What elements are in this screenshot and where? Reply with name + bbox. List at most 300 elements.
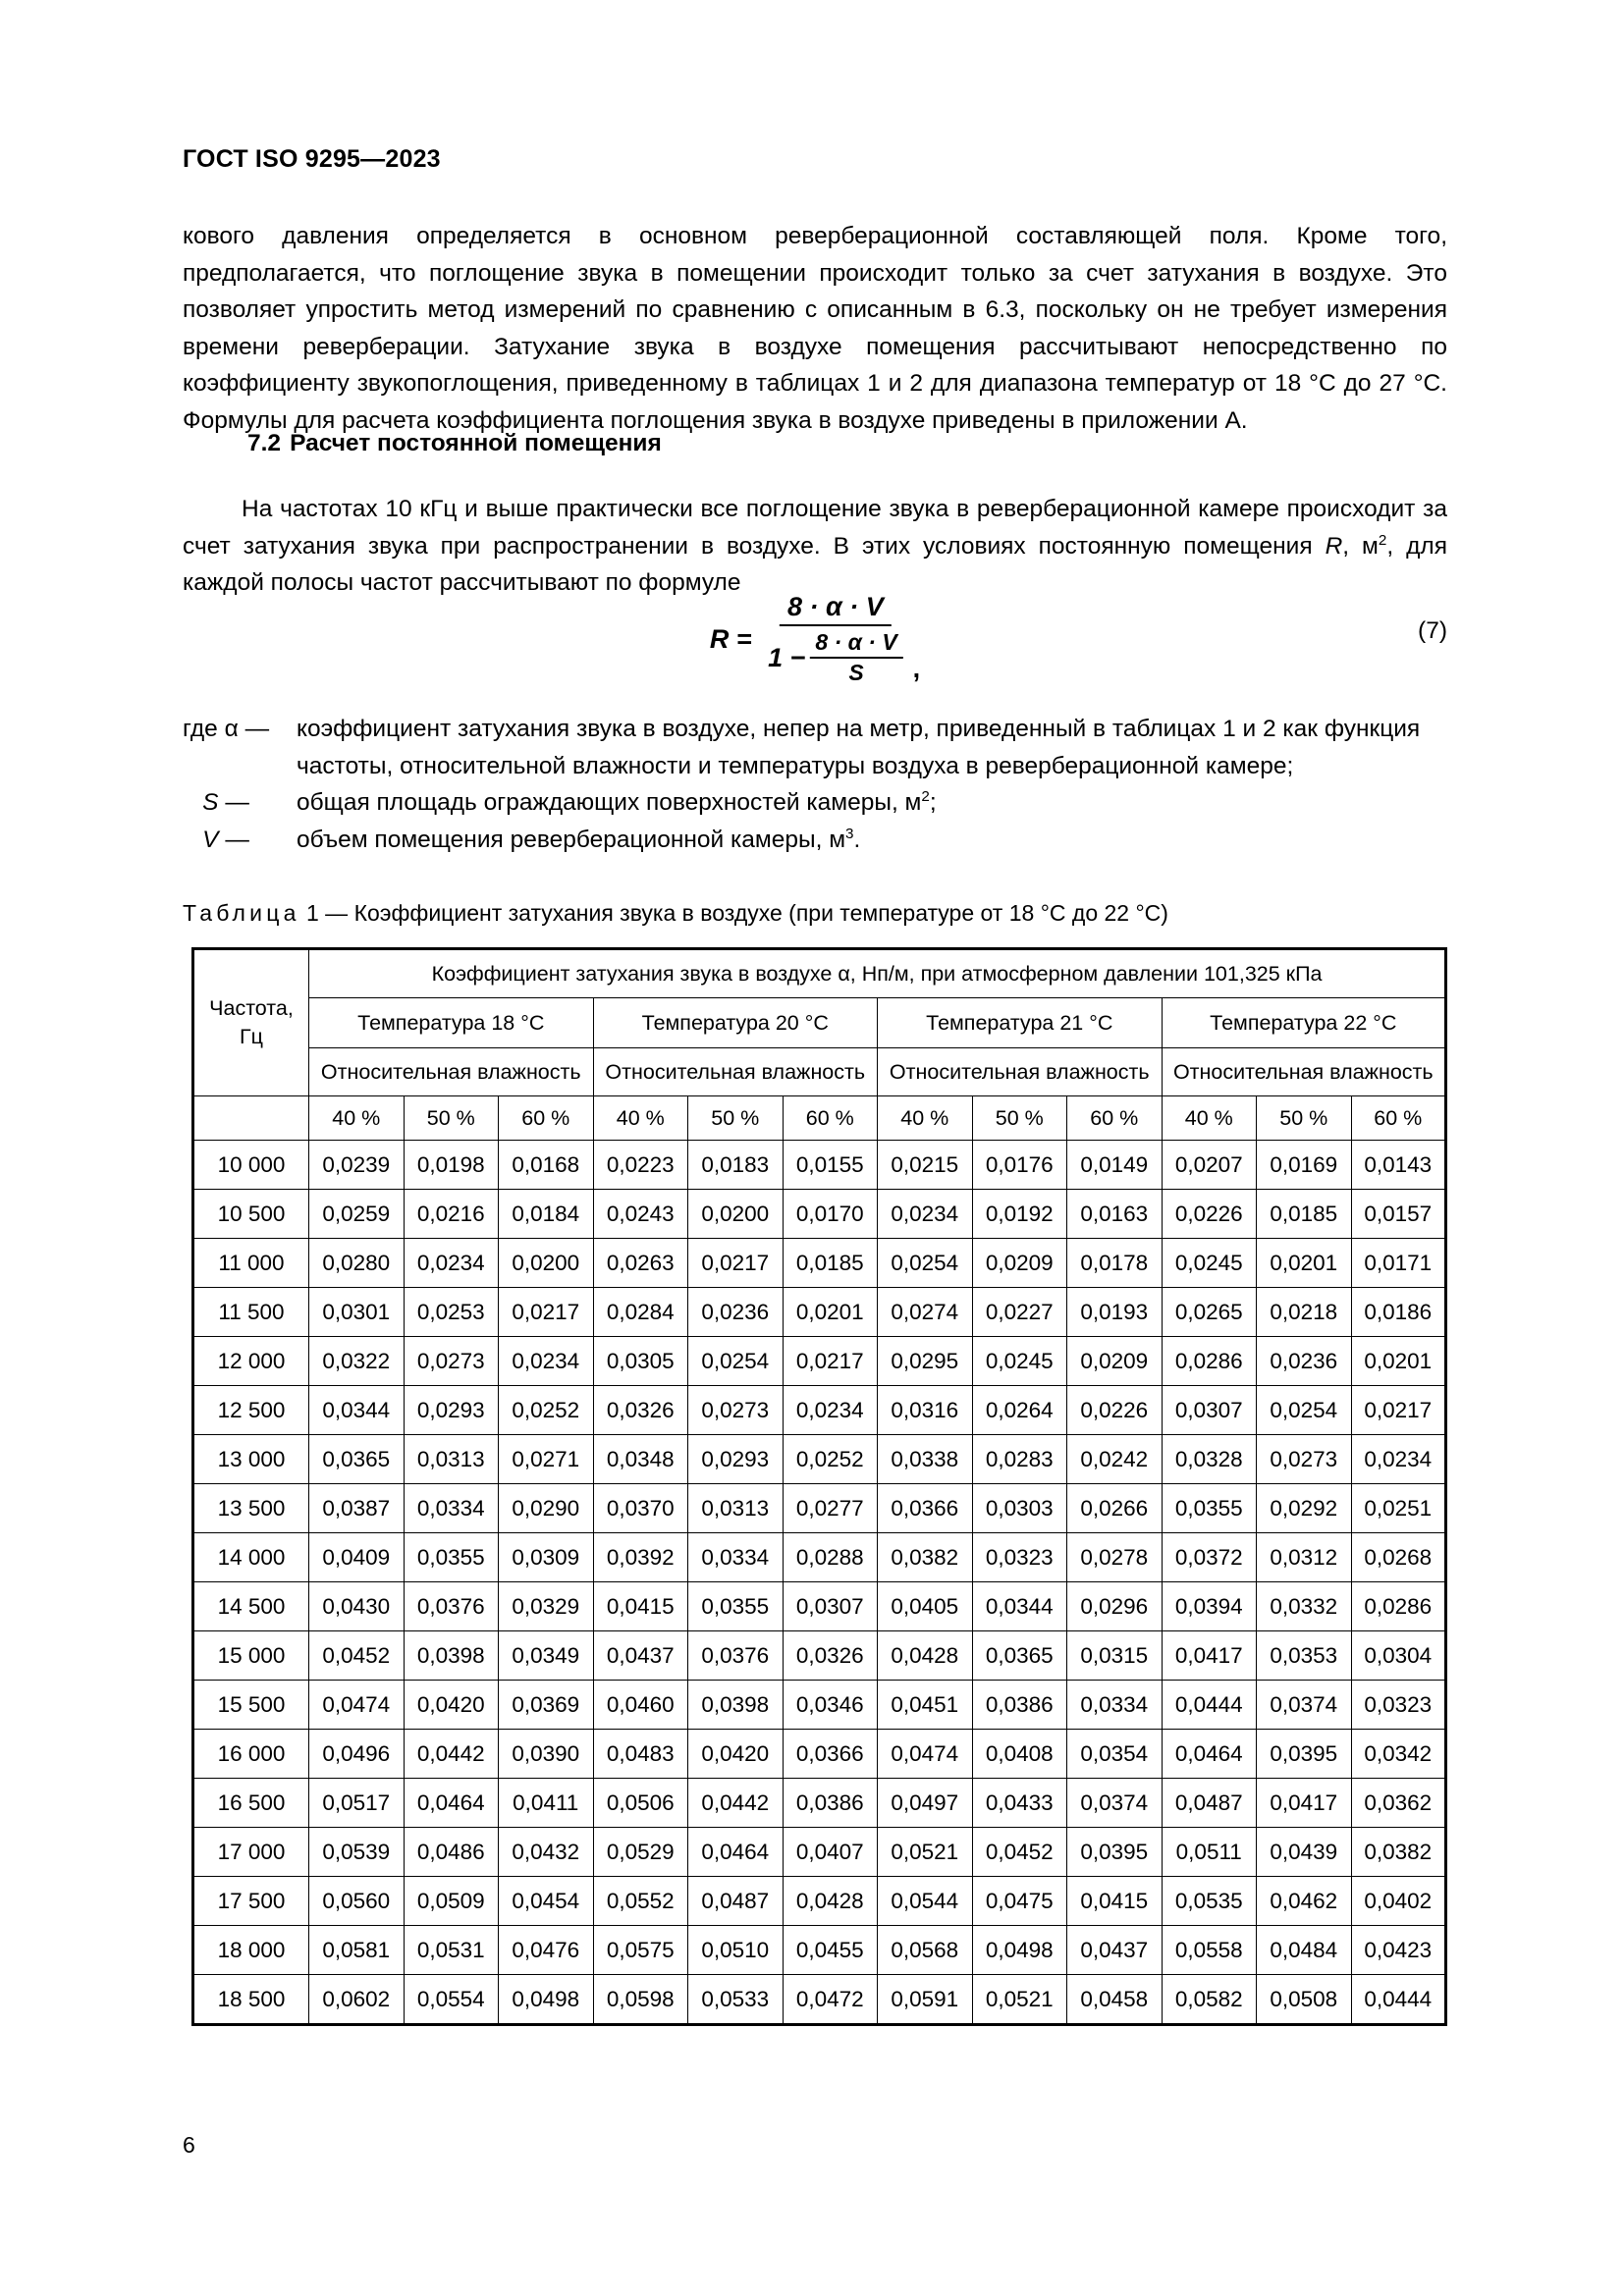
- paragraph-second-part2: , м: [1342, 532, 1379, 560]
- table-cell-value: 0,0227: [972, 1288, 1067, 1337]
- table-cell-value: 0,0307: [783, 1582, 878, 1631]
- table-cell-value: 0,0474: [309, 1681, 405, 1730]
- table-cell-frequency: 17 000: [193, 1828, 309, 1877]
- table-row: [193, 1975, 1446, 2025]
- table-row: [193, 1828, 1446, 1877]
- table-cell-value: 0,0386: [972, 1681, 1067, 1730]
- table-header-percent-0-40: 40 %: [309, 1096, 405, 1141]
- table-cell-value: 0,0511: [1162, 1828, 1257, 1877]
- table-cell-value: 0,0293: [688, 1435, 784, 1484]
- table-cell-value: 0,0223: [593, 1141, 688, 1190]
- table-caption-word: Таблица: [183, 900, 300, 926]
- formula-number: (7): [1418, 617, 1447, 644]
- table-cell-value: 0,0316: [878, 1386, 973, 1435]
- where-lead-s: [183, 784, 297, 822]
- table-cell-frequency: 15 000: [193, 1631, 309, 1681]
- table-cell-value: 0,0266: [1067, 1484, 1163, 1533]
- table-cell-value: 0,0243: [593, 1190, 688, 1239]
- table-row: [193, 1386, 1446, 1435]
- table-cell-value: 0,0301: [309, 1288, 405, 1337]
- table-cell-value: 0,0428: [878, 1631, 973, 1681]
- table-cell-value: 0,0344: [972, 1582, 1067, 1631]
- table-header-row-title: [193, 949, 1446, 998]
- table-cell-value: 0,0170: [783, 1190, 878, 1239]
- formula-row: [183, 592, 1447, 685]
- table-cell-value: 0,0252: [499, 1386, 594, 1435]
- table-cell-value: 0,0575: [593, 1926, 688, 1975]
- table-cell-value: 0,0452: [309, 1631, 405, 1681]
- table-cell-value: 0,0305: [593, 1337, 688, 1386]
- table-header-temp-1: Температура 20 °C: [593, 998, 878, 1048]
- table-cell-value: 0,0483: [593, 1730, 688, 1779]
- table-caption-dash: —: [325, 900, 349, 926]
- table-cell-value: 0,0420: [404, 1681, 499, 1730]
- table-cell-value: 0,0487: [1162, 1779, 1257, 1828]
- table-cell-value: 0,0539: [309, 1828, 405, 1877]
- table-cell-value: 0,0334: [1067, 1681, 1163, 1730]
- table-cell-value: 0,0430: [309, 1582, 405, 1631]
- table-cell-value: 0,0280: [309, 1239, 405, 1288]
- table-row: [193, 1337, 1446, 1386]
- table-cell-value: 0,0369: [499, 1681, 594, 1730]
- table-cell-value: 0,0374: [1067, 1779, 1163, 1828]
- formula-fraction: [760, 592, 911, 686]
- where-text-s: [297, 784, 1447, 822]
- formula-inner-numerator: 8 · α · V: [809, 629, 902, 659]
- table-cell-frequency: 14 000: [193, 1533, 309, 1582]
- table-cell-value: 0,0382: [878, 1533, 973, 1582]
- table-cell-value: 0,0544: [878, 1877, 973, 1926]
- table-cell-value: 0,0423: [1351, 1926, 1446, 1975]
- table-cell-value: 0,0209: [972, 1239, 1067, 1288]
- table-cell-value: 0,0283: [972, 1435, 1067, 1484]
- formula-7: [710, 592, 920, 686]
- table-row: [193, 1779, 1446, 1828]
- table-cell-value: 0,0263: [593, 1239, 688, 1288]
- table-cell-value: 0,0163: [1067, 1190, 1163, 1239]
- table-cell-value: 0,0273: [688, 1386, 784, 1435]
- table-cell-value: 0,0591: [878, 1975, 973, 2025]
- table-cell-value: 0,0236: [688, 1288, 784, 1337]
- formula-lhs: R: [709, 623, 730, 654]
- table-cell-value: 0,0313: [688, 1484, 784, 1533]
- table-cell-value: 0,0497: [878, 1779, 973, 1828]
- table-cell-value: 0,0322: [309, 1337, 405, 1386]
- table-header-percent-0-50: 50 %: [404, 1096, 499, 1141]
- where-sup-v: 3: [845, 825, 854, 842]
- table-cell-value: 0,0215: [878, 1141, 973, 1190]
- table-cell-value: 0,0365: [972, 1631, 1067, 1681]
- table-header-percent-1-60: 60 %: [783, 1096, 878, 1141]
- table-header-percent-3-60: 60 %: [1351, 1096, 1446, 1141]
- table-cell-value: 0,0408: [972, 1730, 1067, 1779]
- table-cell-value: 0,0252: [783, 1435, 878, 1484]
- table-cell-value: 0,0286: [1351, 1582, 1446, 1631]
- paragraph-second-symbol: R: [1325, 532, 1343, 560]
- frequency-label-line2: Гц: [240, 1025, 263, 1048]
- table-cell-value: 0,0355: [404, 1533, 499, 1582]
- table-cell-value: 0,0521: [972, 1975, 1067, 2025]
- section-title: Расчет постоянной помещения: [290, 430, 662, 456]
- table-cell-value: 0,0334: [688, 1533, 784, 1582]
- table-cell-value: 0,0398: [404, 1631, 499, 1681]
- table-cell-value: 0,0245: [1162, 1239, 1257, 1288]
- table-cell-value: 0,0442: [404, 1730, 499, 1779]
- table-cell-value: 0,0217: [499, 1288, 594, 1337]
- table-cell-value: 0,0407: [783, 1828, 878, 1877]
- paragraph-second-superscript: 2: [1378, 531, 1387, 549]
- table-cell-value: 0,0552: [593, 1877, 688, 1926]
- table-cell-frequency: 14 500: [193, 1582, 309, 1631]
- table-cell-value: 0,0284: [593, 1288, 688, 1337]
- where-lead-v: [183, 822, 297, 859]
- table-cell-value: 0,0176: [972, 1141, 1067, 1190]
- table-cell-frequency: 16 500: [193, 1779, 309, 1828]
- where-row-alpha: [183, 711, 1447, 784]
- table-cell-value: 0,0216: [404, 1190, 499, 1239]
- formula-inner-fraction: [809, 629, 902, 686]
- formula-trailing-comma: ,: [912, 654, 921, 683]
- table-cell-value: 0,0531: [404, 1926, 499, 1975]
- table-header-percent-3-40: 40 %: [1162, 1096, 1257, 1141]
- where-text-s-after: ;: [929, 789, 937, 816]
- table-cell-value: 0,0245: [972, 1337, 1067, 1386]
- table-cell-value: 0,0185: [1257, 1190, 1352, 1239]
- page-number: 6: [183, 2132, 195, 2158]
- table-cell-value: 0,0312: [1257, 1533, 1352, 1582]
- table-cell-value: 0,0420: [688, 1730, 784, 1779]
- table-header-humidity-3: Относительная влажность: [1162, 1048, 1446, 1096]
- table-header-spanning: Коэффициент затухания звука в воздухе α, Нп/м, при атмосферном давлении 101,325 кПа: [309, 949, 1446, 998]
- table-cell-value: 0,0254: [688, 1337, 784, 1386]
- table-cell-value: 0,0415: [593, 1582, 688, 1631]
- table-cell-value: 0,0171: [1351, 1239, 1446, 1288]
- paragraph-intro: кового давления определяется в основном реверберационной составляющей поля. Кроме того, предполагается, что поглощение звука в помещении происходит только за счет затухания в воздухе. Это позволяет упростить метод измерений по сравнению с описанным в 6.3, поскольку он не требует измерения времени реверберации. Затухание звука в воздухе помещения рассчитывают непосредственно по коэффициенту звукопоглощения, приведенному в таблицах 1 и 2 для диапазона температур от 18 °C до 27 °C. Формулы для расчета коэффициента поглощения звука в воздухе приведены в приложении А.: [183, 223, 1447, 434]
- where-text-v-after: .: [853, 826, 861, 853]
- table-cell-value: 0,0168: [499, 1141, 594, 1190]
- table-cell-value: 0,0454: [499, 1877, 594, 1926]
- table-cell-value: 0,0517: [309, 1779, 405, 1828]
- table-header-temp-3: Температура 22 °C: [1162, 998, 1446, 1048]
- where-text-v-before: объем помещения реверберационной камеры, м: [297, 826, 846, 853]
- table-cell-value: 0,0304: [1351, 1631, 1446, 1681]
- table-cell-value: 0,0398: [688, 1681, 784, 1730]
- table-cell-value: 0,0428: [783, 1877, 878, 1926]
- table-cell-value: 0,0472: [783, 1975, 878, 2025]
- table-cell-value: 0,0455: [783, 1926, 878, 1975]
- table-cell-value: 0,0226: [1067, 1386, 1163, 1435]
- table-cell-value: 0,0234: [878, 1190, 973, 1239]
- table-row: [193, 1730, 1446, 1779]
- where-sup-s: 2: [921, 787, 930, 805]
- table-cell-value: 0,0315: [1067, 1631, 1163, 1681]
- table-cell-value: 0,0236: [1257, 1337, 1352, 1386]
- table-cell-value: 0,0326: [783, 1631, 878, 1681]
- table-cell-value: 0,0274: [878, 1288, 973, 1337]
- table-row: [193, 1141, 1446, 1190]
- table-cell-value: 0,0239: [309, 1141, 405, 1190]
- table-cell-value: 0,0201: [1257, 1239, 1352, 1288]
- table-header-temp-0: Температура 18 °C: [309, 998, 594, 1048]
- table-cell-value: 0,0185: [783, 1239, 878, 1288]
- table-cell-value: 0,0218: [1257, 1288, 1352, 1337]
- table-cell-value: 0,0370: [593, 1484, 688, 1533]
- where-dash-s: —: [225, 789, 249, 816]
- table-cell-value: 0,0372: [1162, 1533, 1257, 1582]
- table-cell-value: 0,0264: [972, 1386, 1067, 1435]
- table-cell-value: 0,0278: [1067, 1533, 1163, 1582]
- table-cell-value: 0,0362: [1351, 1779, 1446, 1828]
- table-cell-value: 0,0234: [404, 1239, 499, 1288]
- table-row: [193, 1239, 1446, 1288]
- table-cell-value: 0,0169: [1257, 1141, 1352, 1190]
- table-cell-value: 0,0251: [1351, 1484, 1446, 1533]
- table-row: [193, 1681, 1446, 1730]
- document-header: ГОСТ ISO 9295—2023: [183, 145, 441, 173]
- table-row: [193, 1484, 1446, 1533]
- table-cell-value: 0,0510: [688, 1926, 784, 1975]
- table-cell-value: 0,0234: [1351, 1435, 1446, 1484]
- table-cell-value: 0,0506: [593, 1779, 688, 1828]
- table-cell-value: 0,0560: [309, 1877, 405, 1926]
- table-cell-value: 0,0474: [878, 1730, 973, 1779]
- table-header-percent-2-60: 60 %: [1067, 1096, 1163, 1141]
- table-cell-frequency: 12 500: [193, 1386, 309, 1435]
- table-cell-value: 0,0554: [404, 1975, 499, 2025]
- table-cell-value: 0,0386: [783, 1779, 878, 1828]
- table-cell-value: 0,0417: [1257, 1779, 1352, 1828]
- table-header-frequency: [193, 949, 309, 1096]
- table-cell-value: 0,0217: [783, 1337, 878, 1386]
- table-cell-value: 0,0265: [1162, 1288, 1257, 1337]
- table-cell-value: 0,0342: [1351, 1730, 1446, 1779]
- table-header-percent-blank: [193, 1096, 309, 1141]
- table-cell-value: 0,0157: [1351, 1190, 1446, 1239]
- table-cell-value: 0,0201: [1351, 1337, 1446, 1386]
- table-cell-value: 0,0415: [1067, 1877, 1163, 1926]
- table-cell-value: 0,0387: [309, 1484, 405, 1533]
- section-heading: [247, 430, 662, 457]
- table-cell-value: 0,0338: [878, 1435, 973, 1484]
- paragraph-second: [183, 491, 1447, 602]
- table-cell-value: 0,0292: [1257, 1484, 1352, 1533]
- table-cell-value: 0,0346: [783, 1681, 878, 1730]
- table-cell-value: 0,0417: [1162, 1631, 1257, 1681]
- where-symbol-v: V: [202, 826, 219, 853]
- table-cell-value: 0,0198: [404, 1141, 499, 1190]
- table-cell-value: 0,0433: [972, 1779, 1067, 1828]
- table-header-humidity-0: Относительная влажность: [309, 1048, 594, 1096]
- table-cell-value: 0,0273: [1257, 1435, 1352, 1484]
- table-header-row-percent: [193, 1096, 1446, 1141]
- where-symbol-s: S: [202, 789, 219, 816]
- table-cell-value: 0,0143: [1351, 1141, 1446, 1190]
- table-cell-value: 0,0442: [688, 1779, 784, 1828]
- table-cell-value: 0,0355: [688, 1582, 784, 1631]
- table-cell-value: 0,0390: [499, 1730, 594, 1779]
- table-cell-frequency: 11 500: [193, 1288, 309, 1337]
- table-cell-value: 0,0184: [499, 1190, 594, 1239]
- table-header-percent-1-40: 40 %: [593, 1096, 688, 1141]
- table-cell-value: 0,0484: [1257, 1926, 1352, 1975]
- table-cell-value: 0,0602: [309, 1975, 405, 2025]
- table-cell-value: 0,0354: [1067, 1730, 1163, 1779]
- table-cell-value: 0,0193: [1067, 1288, 1163, 1337]
- table-cell-value: 0,0149: [1067, 1141, 1163, 1190]
- table-cell-value: 0,0462: [1257, 1877, 1352, 1926]
- table-cell-value: 0,0409: [309, 1533, 405, 1582]
- table-cell-value: 0,0183: [688, 1141, 784, 1190]
- table-cell-value: 0,0353: [1257, 1631, 1352, 1681]
- section-number: 7.2: [247, 430, 282, 456]
- where-dash-v: —: [225, 826, 249, 853]
- table-cell-value: 0,0323: [1351, 1681, 1446, 1730]
- table-row: [193, 1631, 1446, 1681]
- table-cell-value: 0,0253: [404, 1288, 499, 1337]
- table-header-humidity-1: Относительная влажность: [593, 1048, 878, 1096]
- formula-numerator: 8 · α · V: [780, 592, 892, 626]
- table-cell-value: 0,0290: [499, 1484, 594, 1533]
- table-cell-value: 0,0273: [404, 1337, 499, 1386]
- table-cell-value: 0,0328: [1162, 1435, 1257, 1484]
- table-cell-value: 0,0458: [1067, 1975, 1163, 2025]
- table-row: [193, 1288, 1446, 1337]
- table-cell-value: 0,0568: [878, 1926, 973, 1975]
- table-cell-value: 0,0529: [593, 1828, 688, 1877]
- table-cell-value: 0,0533: [688, 1975, 784, 2025]
- frequency-label-line1: Частота,: [209, 996, 294, 1020]
- table-cell-frequency: 10 000: [193, 1141, 309, 1190]
- table-cell-value: 0,0475: [972, 1877, 1067, 1926]
- table-cell-value: 0,0334: [404, 1484, 499, 1533]
- table-cell-value: 0,0242: [1067, 1435, 1163, 1484]
- table-cell-value: 0,0444: [1162, 1681, 1257, 1730]
- table-cell-value: 0,0444: [1351, 1975, 1446, 2025]
- table-cell-value: 0,0366: [878, 1484, 973, 1533]
- table-header-humidity-2: Относительная влажность: [878, 1048, 1163, 1096]
- table-header-percent-2-40: 40 %: [878, 1096, 973, 1141]
- table-cell-value: 0,0498: [499, 1975, 594, 2025]
- where-symbol-alpha: α: [224, 716, 239, 742]
- table-head: [193, 949, 1446, 1141]
- table-cell-value: 0,0582: [1162, 1975, 1257, 2025]
- table-cell-value: 0,0217: [688, 1239, 784, 1288]
- where-definitions: [183, 711, 1447, 858]
- table-cell-value: 0,0402: [1351, 1877, 1446, 1926]
- table-cell-value: 0,0288: [783, 1533, 878, 1582]
- table-cell-value: 0,0476: [499, 1926, 594, 1975]
- where-lead-alpha: [183, 711, 297, 748]
- table-cell-value: 0,0192: [972, 1190, 1067, 1239]
- table-cell-value: 0,0598: [593, 1975, 688, 2025]
- table-cell-value: 0,0521: [878, 1828, 973, 1877]
- where-row-v: [183, 822, 1447, 859]
- table-cell-value: 0,0411: [499, 1779, 594, 1828]
- where-row-s: [183, 784, 1447, 822]
- where-text-alpha: коэффициент затухания звука в воздухе, непер на метр, приведенный в таблицах 1 и 2 как функция частоты, относительной влажности и температуры воздуха в реверберационной камере;: [297, 716, 1421, 779]
- table-cell-value: 0,0209: [1067, 1337, 1163, 1386]
- table-cell-value: 0,0309: [499, 1533, 594, 1582]
- paragraph-second-part1: На частотах 10 кГц и выше практически все поглощение звука в реверберационной камере происходит за счет затухания звука при распространении в воздухе. В этих условиях постоянную помещения: [183, 496, 1447, 560]
- table-cell-value: 0,0498: [972, 1926, 1067, 1975]
- table-cell-value: 0,0326: [593, 1386, 688, 1435]
- table-cell-value: 0,0313: [404, 1435, 499, 1484]
- table-cell-value: 0,0217: [1351, 1386, 1446, 1435]
- table-cell-value: 0,0486: [404, 1828, 499, 1877]
- where-text-v: [297, 822, 1447, 859]
- table-cell-frequency: 15 500: [193, 1681, 309, 1730]
- table-caption-number: 1: [305, 900, 319, 926]
- table-cell-value: 0,0355: [1162, 1484, 1257, 1533]
- table-cell-frequency: 18 500: [193, 1975, 309, 2025]
- table-cell-frequency: 12 000: [193, 1337, 309, 1386]
- table-cell-value: 0,0464: [688, 1828, 784, 1877]
- table-cell-value: 0,0464: [1162, 1730, 1257, 1779]
- table-cell-value: 0,0307: [1162, 1386, 1257, 1435]
- formula-denominator: [760, 626, 911, 686]
- paragraph-second-part3: , для каждой полосы частот рассчитывают по формуле: [183, 532, 1447, 596]
- formula-equals: =: [736, 623, 753, 654]
- table-cell-value: 0,0496: [309, 1730, 405, 1779]
- table-header-percent-3-50: 50 %: [1257, 1096, 1352, 1141]
- table-cell-value: 0,0581: [309, 1926, 405, 1975]
- table-cell-value: 0,0348: [593, 1435, 688, 1484]
- table-cell-value: 0,0293: [404, 1386, 499, 1435]
- table-cell-value: 0,0395: [1257, 1730, 1352, 1779]
- table-cell-value: 0,0254: [878, 1239, 973, 1288]
- table-cell-frequency: 10 500: [193, 1190, 309, 1239]
- table-header-row-humidity: [193, 1048, 1446, 1096]
- table-cell-value: 0,0259: [309, 1190, 405, 1239]
- table-cell-value: 0,0268: [1351, 1533, 1446, 1582]
- table-cell-value: 0,0439: [1257, 1828, 1352, 1877]
- table-cell-value: 0,0226: [1162, 1190, 1257, 1239]
- table-cell-value: 0,0296: [1067, 1582, 1163, 1631]
- table-cell-value: 0,0451: [878, 1681, 973, 1730]
- table-cell-value: 0,0376: [404, 1582, 499, 1631]
- table-caption: [183, 900, 1168, 927]
- table-cell-value: 0,0487: [688, 1877, 784, 1926]
- table-cell-value: 0,0201: [783, 1288, 878, 1337]
- table-header-percent-0-60: 60 %: [499, 1096, 594, 1141]
- table-cell-value: 0,0452: [972, 1828, 1067, 1877]
- table-cell-frequency: 18 000: [193, 1926, 309, 1975]
- table-cell-value: 0,0394: [1162, 1582, 1257, 1631]
- table-cell-value: 0,0432: [499, 1828, 594, 1877]
- table-cell-value: 0,0234: [783, 1386, 878, 1435]
- table-cell-value: 0,0405: [878, 1582, 973, 1631]
- table-header-percent-2-50: 50 %: [972, 1096, 1067, 1141]
- table-cell-value: 0,0286: [1162, 1337, 1257, 1386]
- where-lead-word: где: [183, 716, 218, 742]
- table-cell-value: 0,0277: [783, 1484, 878, 1533]
- table-cell-value: 0,0200: [499, 1239, 594, 1288]
- table-cell-value: 0,0332: [1257, 1582, 1352, 1631]
- table-header-temp-2: Температура 21 °C: [878, 998, 1163, 1048]
- table-cell-value: 0,0508: [1257, 1975, 1352, 2025]
- table-cell-frequency: 16 000: [193, 1730, 309, 1779]
- table-cell-value: 0,0365: [309, 1435, 405, 1484]
- table-cell-value: 0,0200: [688, 1190, 784, 1239]
- table-cell-value: 0,0509: [404, 1877, 499, 1926]
- table-cell-value: 0,0437: [1067, 1926, 1163, 1975]
- table-header-row-temperature: [193, 998, 1446, 1048]
- table-row: [193, 1582, 1446, 1631]
- table-cell-value: 0,0349: [499, 1631, 594, 1681]
- table-cell-value: 0,0366: [783, 1730, 878, 1779]
- table-cell-value: 0,0464: [404, 1779, 499, 1828]
- table-cell-value: 0,0535: [1162, 1877, 1257, 1926]
